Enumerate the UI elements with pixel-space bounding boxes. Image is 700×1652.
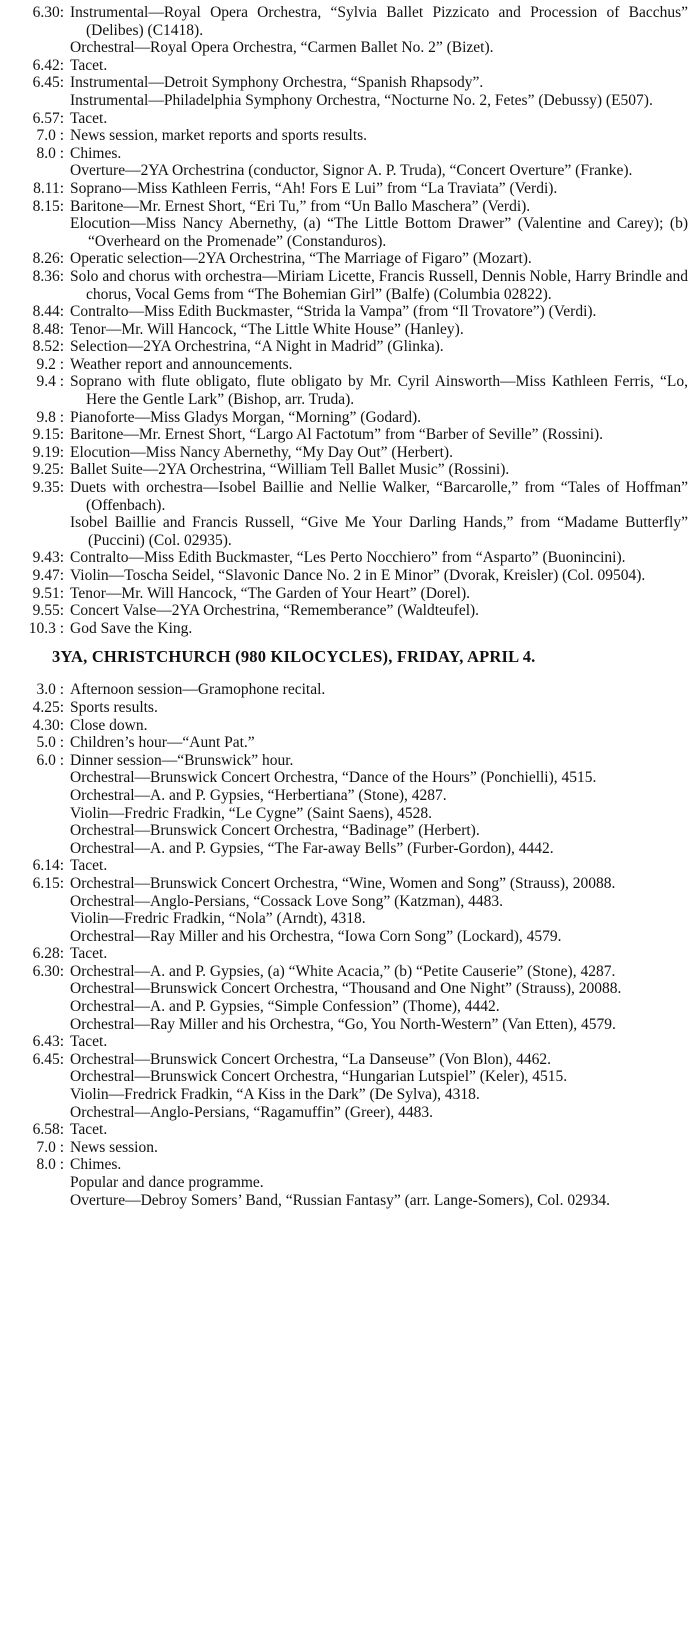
entry-time: 9.35: [32,479,64,497]
entry-line: Orchestral—A. and P. Gypsies, “The Far-away Bells” (Furber-Gordon), 4442. [70,839,554,857]
programme-entry [18,110,688,128]
entry-line: Orchestral—Brunswick Concert Orchestra, “Badinage” (Herbert). [70,822,480,840]
programme-entry [18,461,688,479]
entry-line: Tacet. [70,56,108,74]
entry-time: 6.30: [32,4,64,21]
programme-entry [18,303,688,321]
entry-time: 6.42: [32,56,64,74]
entry-time: 9.4 : [36,373,64,391]
programme-entry [18,57,688,75]
entry-line: Tacet. [70,1121,108,1139]
entry-line: Children’s hour—“Aunt Pat.” [70,734,255,752]
entry-line: Dinner session—“Brunswick” hour. [70,751,294,769]
programme-entry [18,409,688,427]
entry-line: Violin—Toscha Seidel, “Slavonic Dance No. 2 in E Minor” (Dvorak, Kreisler) (Col. 09504). [70,567,646,584]
entry-line: Overture—Debroy Somers’ Band, “Russian Fantasy” (arr. Lange-Somers), Col. 02934. [70,1191,610,1209]
entry-time: 9.25: [32,461,64,479]
programme-entry [18,338,688,356]
entry-time: 7.0 : [36,1138,64,1156]
programme-entry [18,1139,688,1157]
entry-line: Baritone—Mr. Ernest Short, “Eri Tu,” from “Un Ballo Maschera” (Verdi). [70,197,531,215]
entry-time: 4.25: [32,698,64,716]
entry-time: 9.19: [32,443,64,461]
entry-line: Close down. [70,716,148,734]
entry-time: 8.0 : [36,144,64,162]
entry-line: Isobel Baillie and Francis Russell, “Give Me Your Darling Hands,” from “Madame Butterfly” (Puccini) (Col. 02935). [70,514,688,549]
programme-entry [18,356,688,374]
entry-line: Overture—2YA Orchestrina (conductor, Signor A. P. Truda), “Concert Overture” (Franke). [70,162,633,180]
entry-line: God Save the King. [70,619,193,637]
entry-time: 8.11: [33,179,64,197]
programme-entry [18,127,688,145]
entry-line: Afternoon session—Gramophone recital. [70,681,326,699]
entry-time: 9.47: [32,567,64,584]
programme-entry [18,250,688,268]
entry-line: Elocution—Miss Nancy Abernethy, “My Day Out” (Herbert). [70,443,453,461]
programme-entry [18,585,688,603]
programme-entry [18,963,688,1033]
entry-time: 6.0 : [36,751,64,769]
entry-line: Tacet. [70,1033,108,1051]
programme-entry [18,1156,688,1209]
programme-entry [18,567,688,585]
entry-time: 6.57: [32,109,64,127]
entry-line: Soprano with flute obligato, flute obligato by Mr. Cyril Ainsworth—Miss Kathleen Ferris, “Lo, Here the Gentle Lark” (Bishop, arr. Truda). [70,373,688,409]
programme-entry [18,74,688,109]
entry-line: Ballet Suite—2YA Orchestrina, “William Tell Ballet Music” (Rossini). [70,461,510,479]
entry-line: News session. [70,1138,158,1156]
entry-line: Soprano—Miss Kathleen Ferris, “Ah! Fors E Lui” from “La Traviata” (Verdi). [70,179,558,197]
entry-line: Concert Valse—2YA Orchestrina, “Rememberance” (Waldteufel). [70,602,480,620]
entry-time: 8.48: [32,320,64,338]
entry-line: Duets with orchestra—Isobel Baillie and Nellie Walker, “Barcarolle,” from “Tales of Hoffman” (Offenbach). [70,479,688,514]
entry-time: 3.0 : [36,681,64,699]
entry-time: 8.26: [32,250,64,268]
programme-list-2ya [18,4,688,637]
entry-time: 8.36: [32,267,64,285]
entry-time: 6.43: [32,1033,64,1051]
programme-entry [18,426,688,444]
entry-line: Weather report and announcements. [70,355,293,373]
entry-line: Instrumental—Philadelphia Symphony Orchestra, “Nocturne No. 2, Fetes” (Debussy) (E507). [70,91,653,109]
entry-time: 8.15: [32,197,64,215]
entry-time: 6.45: [32,1050,64,1068]
programme-entry [18,875,688,945]
entry-line: Chimes. [70,144,122,162]
programme-entry [18,699,688,717]
entry-line: Orchestral—Brunswick Concert Orchestra, “Hungarian Lutspiel” (Keler), 4515. [70,1068,568,1086]
programme-entry [18,734,688,752]
entry-line: Orchestral—Anglo-Persians, “Ragamuffin” (Greer), 4483. [70,1103,433,1121]
entry-time: 8.44: [32,303,64,321]
entry-line: Instrumental—Royal Opera Orchestra, “Sylvia Ballet Pizzicato and Procession of Bacchus” (Delibes) (C1418). [70,4,688,39]
programme-entry [18,145,688,180]
entry-line: Violin—Fredric Fradkin, “Nola” (Arndt), 4318. [70,910,366,928]
programme-entry [18,945,688,963]
entry-line: Orchestral—Brunswick Concert Orchestra, “Wine, Women and Song” (Strauss), 20088. [70,874,616,892]
entry-line: Elocution—Miss Nancy Abernethy, (a) “The Little Bottom Drawer” (Valentine and Carey); (b) “Overheard on the Promenade” (Constanduros). [70,215,688,250]
entry-line: Tacet. [70,945,108,963]
entry-line: Instrumental—Detroit Symphony Orchestra, “Spanish Rhapsody”. [70,74,484,92]
entry-time: 9.2 : [36,355,64,373]
entry-line: News session, market reports and sports results. [70,127,368,145]
entry-time: 6.14: [32,857,64,875]
programme-entry [18,479,688,549]
programme-entry [18,857,688,875]
entry-line: Orchestral—Ray Miller and his Orchestra, “Go, You North-Western” (Van Etten), 4579. [70,1015,616,1033]
entry-time: 5.0 : [36,734,64,752]
programme-entry [18,373,688,408]
programme-entry [18,1051,688,1121]
programme-entry [18,752,688,858]
entry-line: Orchestral—Brunswick Concert Orchestra, “Thousand and One Night” (Strauss), 20088. [70,980,622,998]
programme-entry [18,444,688,462]
entry-line: Popular and dance programme. [70,1174,264,1191]
entry-time: 4.30: [32,716,64,734]
entry-line: Sports results. [70,698,158,716]
programme-entry [18,717,688,735]
entry-line: Orchestral—Brunswick Concert Orchestra, “Dance of the Hours” (Ponchielli), 4515. [70,769,597,787]
entry-time: 10.3 : [28,619,64,637]
programme-entry [18,4,688,57]
entry-line: Tenor—Mr. Will Hancock, “The Garden of Your Heart” (Dorel). [70,584,471,602]
programme-list-3ya [18,681,688,1209]
programme-entry [18,602,688,620]
entry-line: Orchestral—A. and P. Gypsies, “Simple Confession” (Thome), 4442. [70,998,500,1016]
entry-line: Selection—2YA Orchestrina, “A Night in Madrid” (Glinka). [70,338,444,356]
programme-entry [18,1033,688,1051]
entry-time: 9.51: [32,584,64,602]
entry-line: Contralto—Miss Edith Buckmaster, “Strida la Vampa” (from “Il Trovatore”) (Verdi). [70,303,597,321]
programme-entry [18,198,688,251]
entry-time: 6.15: [32,874,64,892]
entry-time: 6.30: [32,962,64,980]
programme-entry [18,620,688,638]
entry-time: 8.52: [32,338,64,356]
entry-time: 6.58: [32,1121,64,1139]
entry-line: Violin—Fredric Fradkin, “Le Cygne” (Saint Saens), 4528. [70,804,432,822]
entry-line: Orchestral—Ray Miller and his Orchestra, “Iowa Corn Song” (Lockard), 4579. [70,927,562,945]
entry-line: Orchestral—A. and P. Gypsies, (a) “White Acacia,” (b) “Petite Causerie” (Stone), 4287. [70,962,616,980]
entry-line: Tenor—Mr. Will Hancock, “The Little White House” (Hanley). [70,320,464,338]
programme-entry [18,321,688,339]
entry-time: 6.28: [32,945,64,963]
entry-time: 9.8 : [36,408,64,426]
entry-line: Orchestral—Royal Opera Orchestra, “Carmen Ballet No. 2” (Bizet). [70,39,494,57]
programme-entry [18,268,688,303]
programme-entry [18,681,688,699]
entry-line: Pianoforte—Miss Gladys Morgan, “Morning” (Godard). [70,408,421,426]
entry-time: 7.0 : [36,127,64,145]
entry-line: Contralto—Miss Edith Buckmaster, “Les Perto Nocchiero” from “Asparto” (Buonincini). [70,549,626,567]
entry-time: 9.55: [32,602,64,620]
entry-time: 9.15: [32,426,64,444]
entry-line: Tacet. [70,109,108,127]
entry-line: Chimes. [70,1156,122,1174]
entry-line: Violin—Fredrick Fradkin, “A Kiss in the Dark” (De Sylva), 4318. [70,1086,480,1104]
section-heading-3ya: 3YA, CHRISTCHURCH (980 KILOCYCLES), FRIDAY, APRIL 4. [52,647,536,667]
programme-entry [18,549,688,567]
programme-entry [18,180,688,198]
entry-line: Orchestral—A. and P. Gypsies, “Herbertiana” (Stone), 4287. [70,786,447,804]
entry-line: Orchestral—Anglo-Persians, “Cossack Love Song” (Katzman), 4483. [70,892,504,910]
entry-line: Orchestral—Brunswick Concert Orchestra, “La Danseuse” (Von Blon), 4462. [70,1050,551,1068]
programme-entry [18,1121,688,1139]
entry-time: 6.45: [32,74,64,92]
entry-time: 9.43: [32,549,64,567]
entry-line: Operatic selection—2YA Orchestrina, “The Marriage of Figaro” (Mozart). [70,250,532,268]
entry-line: Baritone—Mr. Ernest Short, “Largo Al Factotum” from “Barber of Seville” (Rossini). [70,426,604,444]
entry-time: 8.0 : [36,1156,64,1174]
entry-line: Solo and chorus with orchestra—Miriam Licette, Francis Russell, Dennis Noble, Harry Brindle and chorus, Vocal Gems from “The Bohemian Girl” (Balfe) (Columbia 02822). [70,267,688,303]
entry-line: Tacet. [70,857,108,875]
